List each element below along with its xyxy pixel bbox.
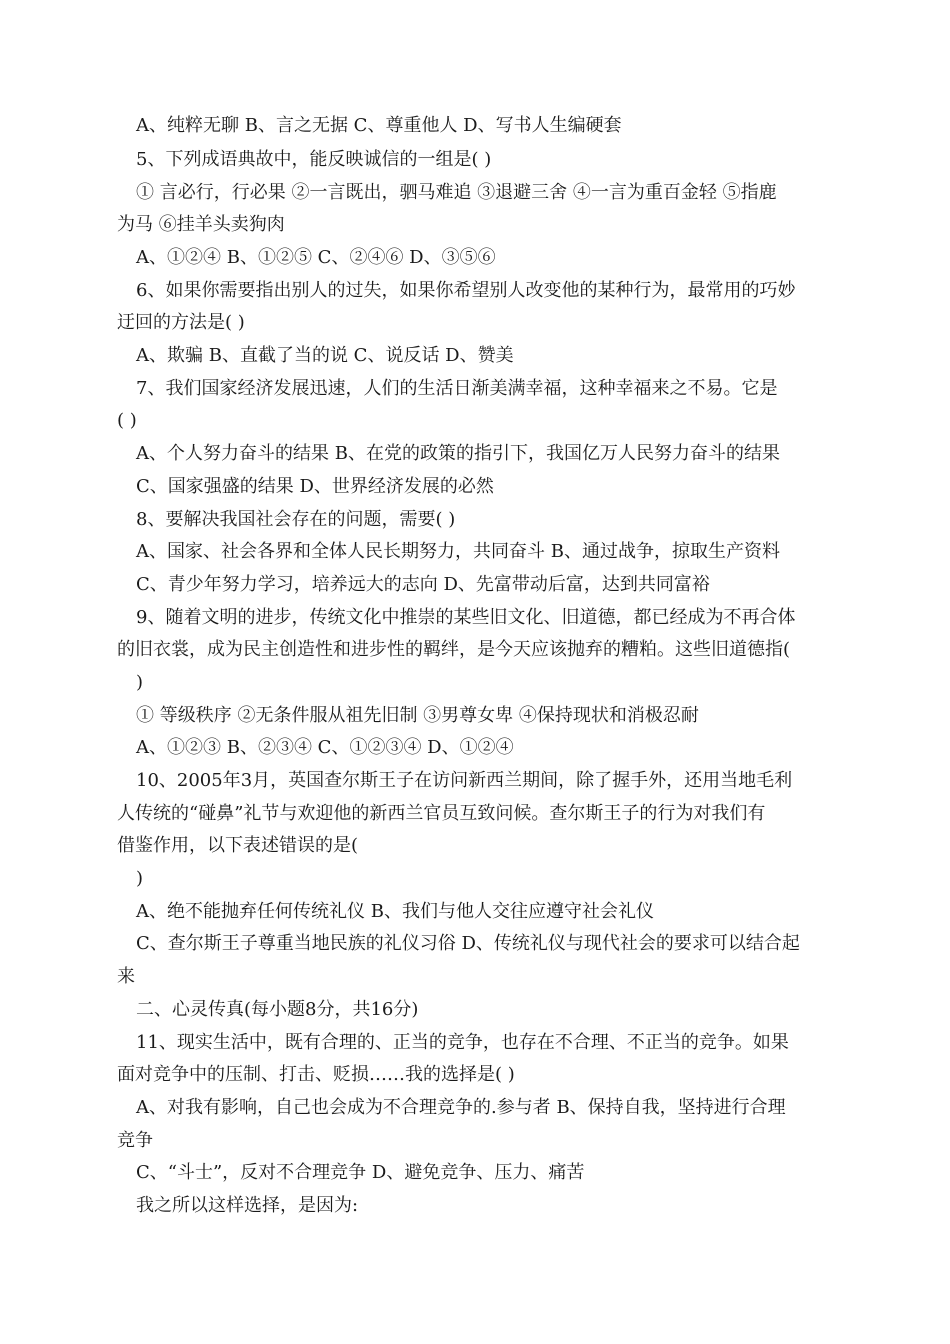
q9-items: ① 等级秩序 ②无条件服从祖先旧制 ③男尊女卑 ④保持现状和消极忍耐 [136, 705, 699, 726]
q8-stem: 8、要解决我国社会存在的问题，需要( ) [136, 509, 456, 530]
q11-options-line3: C、“斗士”，反对不合理竞争 D、避免竞争、压力、痛苦 [136, 1162, 585, 1183]
q11-options-line1: A、对我有影响，自己也会成为不合理竞争的.参与者 B、保持自我，坚持进行合理 [136, 1097, 786, 1118]
section-heading: 二、心灵传真(每小题8分，共16分) [136, 999, 419, 1020]
q7-options-line1: A、个人努力奋斗的结果 B、在党的政策的指引下，我国亿万人民努力奋斗的结果 [136, 443, 780, 464]
q10-options-line2: C、查尔斯王子尊重当地民族的礼仪习俗 D、传统礼仪与现代社会的要求可以结合起 [136, 933, 800, 954]
q10-options-line1: A、绝不能抛弃任何传统礼仪 B、我们与他人交往应遵守社会礼仪 [136, 901, 654, 922]
q5-options: A、①②④ B、①②⑤ C、②④⑥ D、③⑤⑥ [136, 247, 496, 268]
q10-stem-line2: 人传统的“碰鼻”礼节与欢迎他的新西兰官员互致问候。查尔斯王子的行为对我们有 [117, 803, 766, 824]
q6-stem-line2: 迂回的方法是( ) [117, 312, 245, 333]
q5-items-line2: 为马 ⑥挂羊头卖狗肉 [117, 214, 285, 235]
q8-options-line2: C、青少年努力学习，培养远大的志向 D、先富带动后富，达到共同富裕 [136, 574, 710, 595]
q10-stem-line1: 10、2005年3月，英国查尔斯王子在访问新西兰期间，除了握手外，还用当地毛利 [136, 770, 793, 791]
q10-stem-line3: 借鉴作用，以下表述错误的是( [117, 835, 359, 856]
q11-reason-prompt: 我之所以这样选择，是因为: [136, 1195, 359, 1216]
q7-stem-line1: 7、我们国家经济发展迅速，人们的生活日渐美满幸福，这种幸福来之不易。它是 [136, 378, 778, 399]
q7-options-line2: C、国家强盛的结果 D、世界经济发展的必然 [136, 476, 494, 497]
q9-stem-line2: 的旧衣裳，成为民主创造性和进步性的羁绊，是今天应该抛弃的糟粕。这些旧道德指( [117, 639, 791, 660]
q9-stem-line1: 9、随着文明的进步，传统文化中推崇的某些旧文化、旧道德，都已经成为不再合体 [136, 607, 796, 628]
q9-options: A、①②③ B、②③④ C、①②③④ D、①②④ [136, 737, 514, 758]
q4-options: A、纯粹无聊 B、言之无据 C、尊重他人 D、写书人生编硬套 [136, 115, 622, 136]
q10-stem-line4: ) [136, 868, 144, 889]
q5-items-line1: ① 言必行，行必果 ②一言既出，驷马难追 ③退避三舍 ④一言为重百金轻 ⑤指鹿 [136, 182, 777, 203]
q10-options-line3: 来 [117, 966, 135, 987]
q7-stem-line2: ( ) [117, 410, 137, 431]
q11-stem-line2: 面对竞争中的压制、打击、贬损……我的选择是( ) [117, 1064, 515, 1085]
q6-options: A、欺骗 B、直截了当的说 C、说反话 D、赞美 [136, 345, 514, 366]
q9-stem-line3: ) [136, 672, 144, 693]
q6-stem-line1: 6、如果你需要指出别人的过失，如果你希望别人改变他的某种行为，最常用的巧妙 [136, 280, 796, 301]
q8-options-line1: A、国家、社会各界和全体人民长期努力，共同奋斗 B、通过战争，掠取生产资料 [136, 541, 780, 562]
q11-options-line2: 竞争 [117, 1130, 153, 1151]
q5-stem: 5、下列成语典故中，能反映诚信的一组是( ) [136, 149, 492, 170]
q11-stem-line1: 11、现实生活中，既有合理的、正当的竞争，也存在不合理、不正当的竞争。如果 [136, 1032, 789, 1053]
